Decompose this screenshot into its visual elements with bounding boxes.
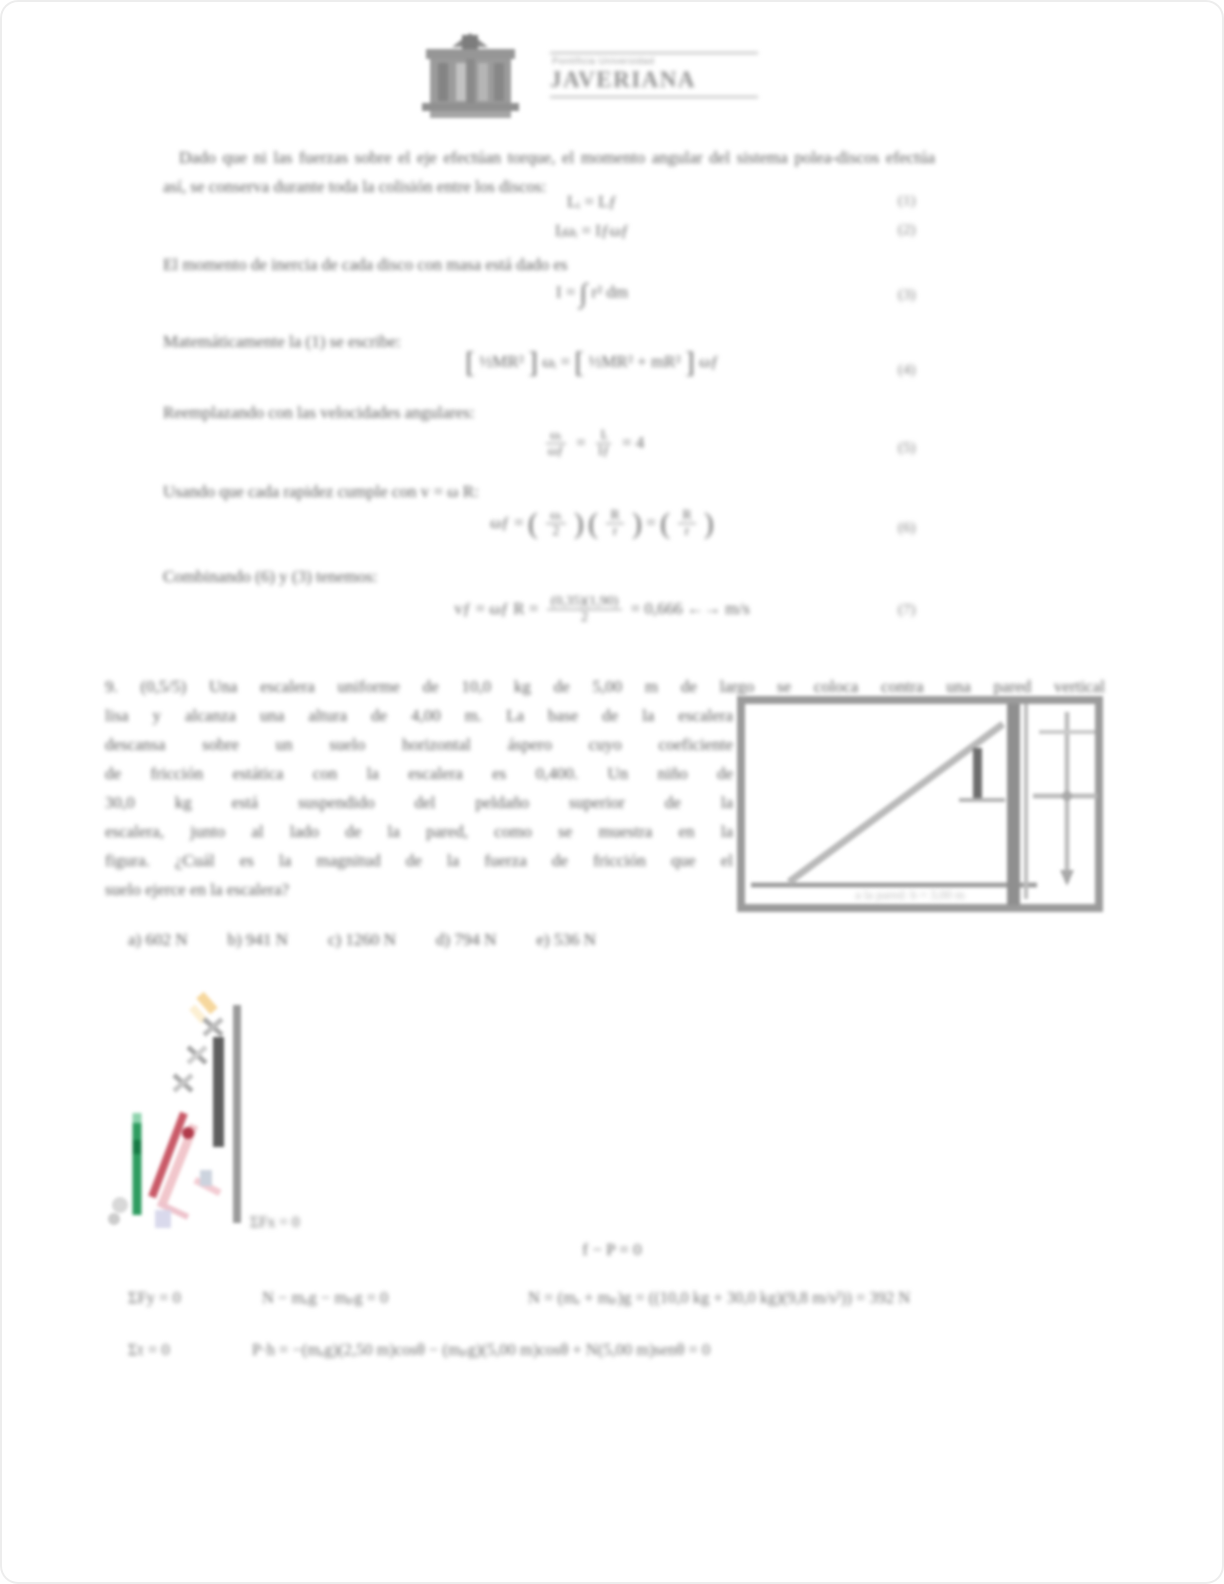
fraction	[544, 428, 568, 460]
option-b: b) 941 N	[227, 930, 288, 949]
ladder-wall-figure	[737, 696, 1103, 912]
sum-forces-y: ΣFy = 0	[128, 1288, 181, 1307]
gray-blob	[108, 1213, 120, 1225]
right-paren: )	[703, 506, 714, 540]
dimension-node	[1062, 791, 1072, 801]
equation-3	[462, 278, 722, 309]
integral-symbol: ∫	[579, 278, 588, 308]
equation-tag-1: (1)	[898, 193, 916, 209]
eq4-equals: =	[560, 352, 571, 371]
orange-halo	[192, 1007, 204, 1021]
normal-force-equation: N − mₑg − mₚg = 0	[262, 1288, 389, 1307]
problem9-line-3: descansa sobre un suelo horizontal áspero cuyo coeficiente	[105, 735, 733, 754]
eq3-rhs: r² dm	[591, 282, 629, 302]
sum-torques: Στ = 0	[128, 1340, 170, 1359]
eq4-omega-i: ωᵢ	[542, 352, 557, 371]
normal-force-result: N = (mₑ + mₚ)g = ((10,0 kg + 30,0 kg)(9,8 m/s²)) = 392 N	[528, 1288, 911, 1307]
problem9-line-8: suelo ejerce en la escalera?	[105, 880, 290, 899]
solution-step-b: Matemáticamente la (1) se escribe:	[163, 332, 401, 351]
hanging-child-bar	[973, 748, 982, 800]
frac-denominator: 2	[552, 524, 560, 540]
solution-step-a: El momento de inercia de cada disco con masa está dado es	[163, 255, 568, 274]
option-e: e) 536 N	[536, 930, 596, 949]
option-c: c) 1260 N	[327, 930, 396, 949]
ladder-line	[789, 724, 1003, 882]
logo-text-block	[550, 52, 758, 98]
problem9-line-1: 9. (0,5/5) Una escalera uniforme de 10,0 kg de 5,00 m de largo se coloca contra una pared vertical	[105, 677, 1105, 696]
right-bracket: ]	[527, 346, 538, 380]
green-arrow-segment	[133, 1140, 141, 1154]
equation-5	[422, 428, 762, 460]
fraction	[606, 508, 623, 540]
gray-blue-label	[200, 1170, 212, 1186]
problem9-line-7: figura. ¿Cuál es la magnitud de la fuerza de fricción que el	[105, 851, 733, 870]
equation-tag-4: (4)	[898, 362, 916, 378]
fraction	[546, 508, 566, 540]
solution-intro-line-2: así, se conserva durante toda la colisión entre los discos:	[163, 177, 547, 196]
solution-step-d: Usando que cada rapidez cumple con v = ω R:	[163, 482, 479, 501]
frac-denominator: ωƒ	[547, 444, 564, 460]
frac-denominator: r	[612, 524, 618, 540]
frac-numerator: R	[678, 508, 695, 524]
equation-7	[392, 594, 812, 626]
eq5-equals: =	[576, 432, 586, 452]
answer-options-row	[128, 930, 596, 950]
ladder-top-bar	[213, 1037, 224, 1147]
equation-tag-5: (5)	[898, 440, 916, 456]
red-arrow-head	[182, 1127, 194, 1139]
logo-org-big: JAVERIANA	[550, 67, 696, 92]
equation-4	[392, 346, 792, 380]
left-paren: (	[588, 506, 599, 540]
fraction	[594, 428, 614, 460]
left-bracket: [	[465, 346, 476, 380]
option-d: d) 794 N	[435, 930, 497, 949]
orange-mark	[200, 995, 214, 1011]
problem9-line-5: 30,0 kg está suspendido del peldaño superior de la	[105, 793, 733, 812]
frac-denominator: r	[684, 524, 690, 540]
frac-numerator: Iᵢ	[596, 428, 611, 444]
lavender-label	[155, 1210, 171, 1228]
solution-step-e: Combinando (6) y (3) tenemos:	[163, 567, 378, 586]
ladder-figure-caption: a la pared: b = 3,00 m	[855, 888, 965, 902]
frac-numerator: (0,35)(1,90)	[547, 594, 623, 610]
eq6-lhs: ωƒ =	[490, 512, 524, 532]
problem9-line-6: escalera, junto al lado de la pared, como se muestra en la	[105, 822, 733, 841]
eq4-rhs: ½MR² + mR²	[588, 352, 681, 371]
right-paren: )	[573, 506, 584, 540]
right-bracket: ]	[684, 346, 695, 380]
fraction	[547, 594, 623, 626]
eq4-lhs: ½MR²	[479, 352, 524, 371]
eq7-lhs: vƒ = ωƒ R =	[454, 598, 539, 618]
frac-numerator: R	[606, 508, 623, 524]
right-paren: )	[631, 506, 642, 540]
free-body-diagram	[100, 975, 360, 1240]
equation-2: Iᵢωᵢ = Iƒωƒ	[554, 221, 630, 240]
sum-forces-x-label: ΣFx = 0	[250, 1214, 300, 1231]
eq7-result: = 0,666 ←→ m/s	[630, 598, 750, 618]
wall-bar	[1007, 704, 1020, 905]
university-crest-icon	[418, 33, 523, 121]
equation-tag-6: (6)	[898, 520, 916, 536]
logo-org-small: Pontificia Universidad	[552, 56, 655, 67]
logo-rule-top	[550, 52, 758, 54]
wall-line	[233, 1005, 241, 1223]
problem9-line-4: de fricción estática con la escalera es 0,400. Un niño de	[105, 764, 733, 783]
eq3-lhs: I =	[555, 282, 576, 302]
problem9-line-2: lisa y alcanza una altura de 4,00 m. La base de la escalera	[105, 706, 733, 725]
frac-denominator: Iƒ	[598, 444, 610, 460]
logo-rule-bottom	[550, 96, 758, 98]
torque-equation: P·h = −(mₑg)(2,50 m)cosθ − (mₚg)(5,00 m)cosθ + N(5,00 m)senθ = 0	[252, 1340, 711, 1359]
dimension-arrowhead	[1060, 870, 1074, 886]
equation-tag-7: (7)	[898, 602, 916, 618]
solution-intro-line-1: Dado que ni las fuerzas sobre el eje efectúan torque, el momento angular del sistema polea-discos efectúa	[179, 148, 935, 167]
eq4-omega-f: ωƒ	[699, 352, 719, 371]
option-a: a) 602 N	[128, 930, 188, 949]
eq6-equals: =	[646, 512, 656, 532]
equation-6	[392, 508, 812, 540]
gray-blob	[112, 1197, 128, 1213]
left-paren: (	[660, 506, 671, 540]
left-bracket: [	[574, 346, 585, 380]
left-paren: (	[527, 506, 538, 540]
fraction	[678, 508, 695, 540]
frac-numerator: ωᵢ	[546, 508, 566, 524]
eq5-result: = 4	[621, 432, 645, 452]
equation-friction: f − P = 0	[582, 1240, 642, 1259]
solution-step-c: Reemplazando con las velocidades angulares:	[163, 403, 475, 422]
frac-numerator: ωᵢ	[546, 428, 566, 444]
equation-tag-3: (3)	[898, 287, 916, 303]
frac-denominator: 2	[581, 610, 589, 626]
panel-divider	[1024, 704, 1028, 899]
equation-tag-2: (2)	[898, 222, 916, 238]
equation-1: Lᵢ = Lƒ	[566, 192, 618, 211]
